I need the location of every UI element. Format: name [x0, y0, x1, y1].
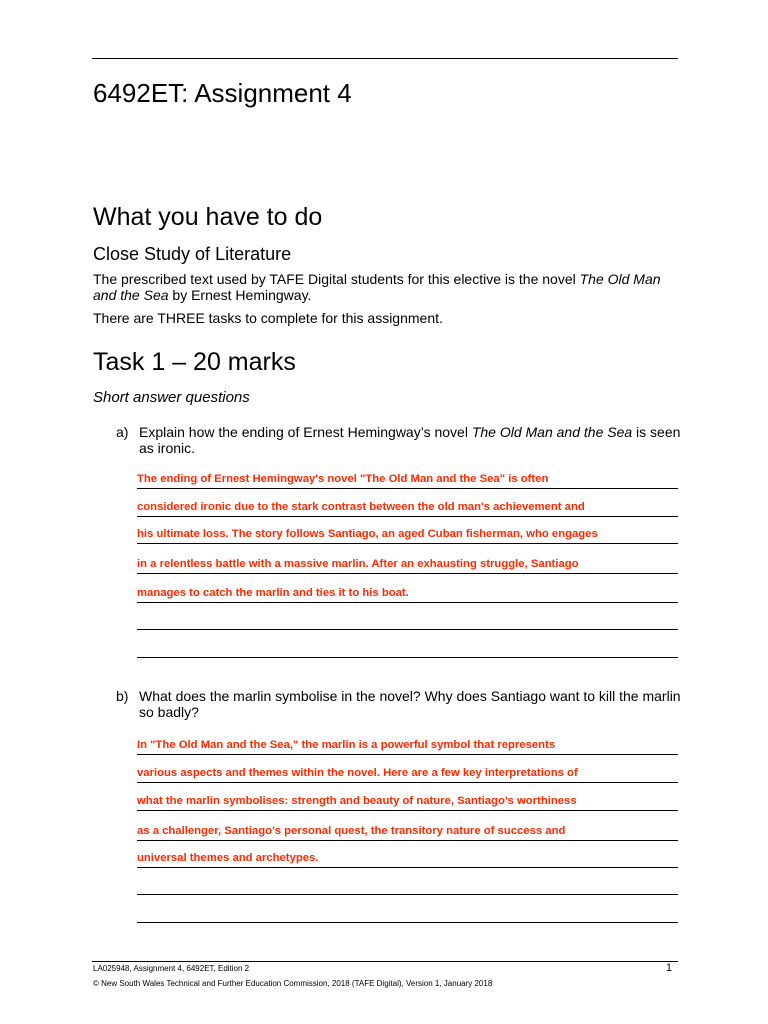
intro-text-start: The prescribed text used by TAFE Digital students for this elective is the novel [93, 271, 580, 287]
answer-a-line-6[interactable] [137, 610, 678, 630]
answer-a-line-1[interactable]: The ending of Ernest Hemingway's novel "The Old Man and the Sea" is often [137, 469, 678, 489]
page-title: 6492ET: Assignment 4 [93, 78, 352, 108]
question-a-text-start: Explain how the ending of Ernest Hemingway’s novel [139, 424, 472, 440]
task-heading: Task 1 – 20 marks [93, 348, 296, 376]
section-heading: What you have to do [93, 203, 323, 231]
footer-rule [92, 961, 678, 962]
question-a-text [139, 424, 684, 456]
answer-b-line-7[interactable] [137, 903, 678, 923]
top-rule [92, 58, 678, 59]
question-b-text: What does the marlin symbolise in the novel? Why does Santiago want to kill the marlin so badly? [139, 688, 681, 720]
answer-b-line-6[interactable] [137, 875, 678, 895]
sub-heading: Close Study of Literature [93, 244, 292, 264]
answer-b-line-5[interactable]: universal themes and archetypes. [137, 848, 678, 868]
answer-b-line-4[interactable]: as a challenger, Santiago’s personal quest, the transitory nature of success and [137, 821, 678, 841]
answer-a-line-4[interactable]: in a relentless battle with a massive marlin. After an exhausting struggle, Santiago [137, 554, 678, 574]
answer-b-line-1[interactable]: In "The Old Man and the Sea," the marlin is a powerful symbol that represents [137, 735, 678, 755]
answer-a-line-3[interactable]: his ultimate loss. The story follows Santiago, an aged Cuban fisherman, who engages [137, 524, 678, 544]
page-number: 1 [665, 962, 672, 974]
answer-a-line-7[interactable] [137, 638, 678, 658]
novel-title: The Old Man and the Sea [93, 271, 661, 303]
answer-b-line-3[interactable]: what the marlin symbolises: strength and beauty of nature, Santiago’s worthiness [137, 791, 678, 811]
intro-text-end: by Ernest Hemingway. [168, 287, 312, 303]
intro-paragraph [93, 271, 683, 303]
answer-b-line-2[interactable]: various aspects and themes within the novel. Here are a few key interpretations of [137, 763, 678, 783]
question-a-text-end: is seen as ironic. [139, 424, 681, 456]
question-a-letter: a) [116, 424, 129, 440]
task-subtitle: Short answer questions [93, 389, 250, 406]
question-b-letter: b) [116, 688, 129, 704]
footer-document-code: LA025948, Assignment 4, 6492ET, Edition 2 [93, 964, 250, 973]
footer-copyright: © New South Wales Technical and Further Education Commission, 2018 (TAFE Digital), Version 1, January 2018 [93, 979, 493, 988]
answer-a-line-5[interactable]: manages to catch the marlin and ties it to his boat. [137, 583, 678, 603]
question-a-novel-title: The Old Man and the Sea [471, 424, 633, 440]
answer-a-line-2[interactable]: considered ironic due to the stark contrast between the old man's achievement and [137, 497, 678, 517]
tasks-count-paragraph: There are THREE tasks to complete for this assignment. [93, 310, 443, 326]
